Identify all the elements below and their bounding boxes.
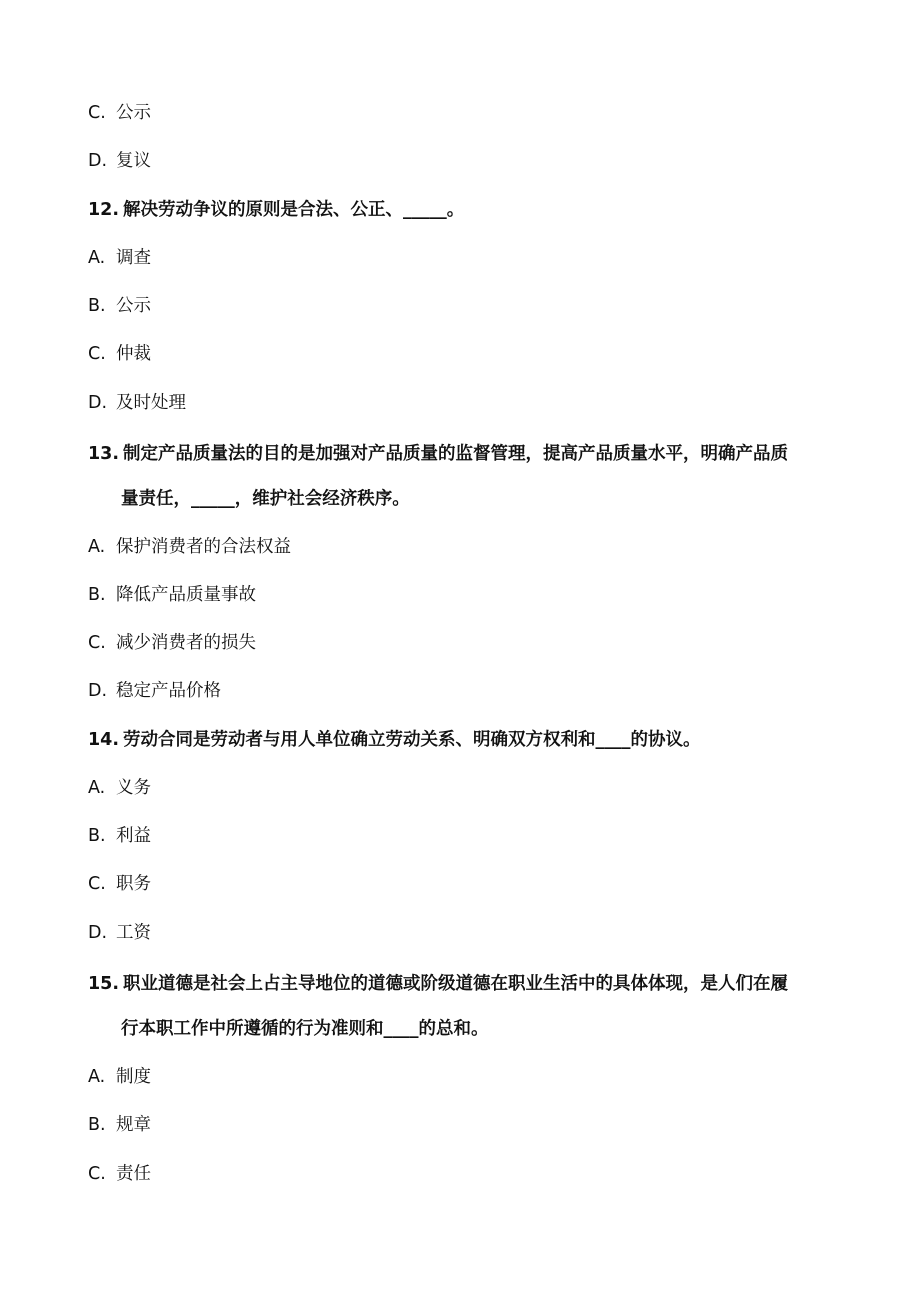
question-text: 解决劳动争议的原则是合法、公正、_____。 (123, 200, 465, 220)
q15-option-c (88, 1163, 151, 1185)
option-text: 调查 (116, 248, 151, 268)
q12-option-b (88, 295, 151, 317)
option-label: A. (88, 537, 106, 557)
q12-option-c (88, 343, 151, 365)
q14-option-b (88, 825, 151, 847)
question-number: 14. (88, 730, 120, 750)
option-label: D. (88, 681, 108, 701)
option-text: 职务 (116, 874, 151, 894)
question-number: 13. (88, 444, 120, 464)
q13-question (88, 443, 788, 465)
option-text: 利益 (116, 826, 151, 846)
q11-option-c (88, 102, 151, 124)
question-text: 劳动合同是劳动者与用人单位确立劳动关系、明确双方权利和____的协议。 (123, 730, 701, 750)
option-text: 减少消费者的损失 (116, 633, 256, 653)
option-label: D. (88, 923, 108, 943)
option-label: A. (88, 248, 106, 268)
option-text: 义务 (116, 778, 151, 798)
option-label: A. (88, 778, 106, 798)
q14-option-a (88, 777, 151, 799)
q12-option-d (88, 392, 186, 414)
option-text: 及时处理 (116, 393, 186, 413)
question-number: 12. (88, 200, 120, 220)
question-text-line1: 制定产品质量法的目的是加强对产品质量的监督管理，提高产品质量水平，明确产品质 (123, 444, 789, 464)
q14-option-d (88, 922, 151, 944)
option-text: 稳定产品价格 (116, 681, 221, 701)
option-text: 规章 (116, 1115, 151, 1135)
q12-option-a (88, 247, 151, 269)
q12-question (88, 199, 464, 221)
option-label: B. (88, 296, 106, 316)
q13-question-line2: 量责任，_____，维护社会经济秩序。 (121, 489, 410, 509)
q13-option-d (88, 680, 221, 702)
q14-option-c (88, 873, 151, 895)
option-text: 保护消费者的合法权益 (116, 537, 291, 557)
option-text: 公示 (116, 296, 151, 316)
q14-question (88, 729, 701, 751)
option-text: 降低产品质量事故 (116, 585, 256, 605)
option-label: A. (88, 1067, 106, 1087)
option-label: B. (88, 1115, 106, 1135)
question-number: 15. (88, 974, 120, 994)
q11-option-d (88, 150, 151, 172)
q15-option-b (88, 1114, 151, 1136)
option-label: C. (88, 103, 106, 123)
option-text: 公示 (116, 103, 151, 123)
q13-option-b (88, 584, 256, 606)
question-text-line1: 职业道德是社会上占主导地位的道德或阶级道德在职业生活中的具体体现，是人们在履 (123, 974, 789, 994)
option-text: 仲裁 (116, 344, 151, 364)
option-label: C. (88, 344, 106, 364)
option-label: C. (88, 1164, 106, 1184)
option-label: D. (88, 393, 108, 413)
q15-question-line2: 行本职工作中所遵循的行为准则和____的总和。 (121, 1019, 489, 1039)
option-label: C. (88, 874, 106, 894)
option-label: C. (88, 633, 106, 653)
option-label: B. (88, 585, 106, 605)
q13-option-a (88, 536, 291, 558)
option-text: 制度 (116, 1067, 151, 1087)
option-text: 责任 (116, 1164, 151, 1184)
q15-option-a (88, 1066, 151, 1088)
option-label: B. (88, 826, 106, 846)
option-text: 复议 (116, 151, 151, 171)
q13-option-c (88, 632, 256, 654)
option-text: 工资 (116, 923, 151, 943)
q15-question (88, 973, 788, 995)
option-label: D. (88, 151, 108, 171)
